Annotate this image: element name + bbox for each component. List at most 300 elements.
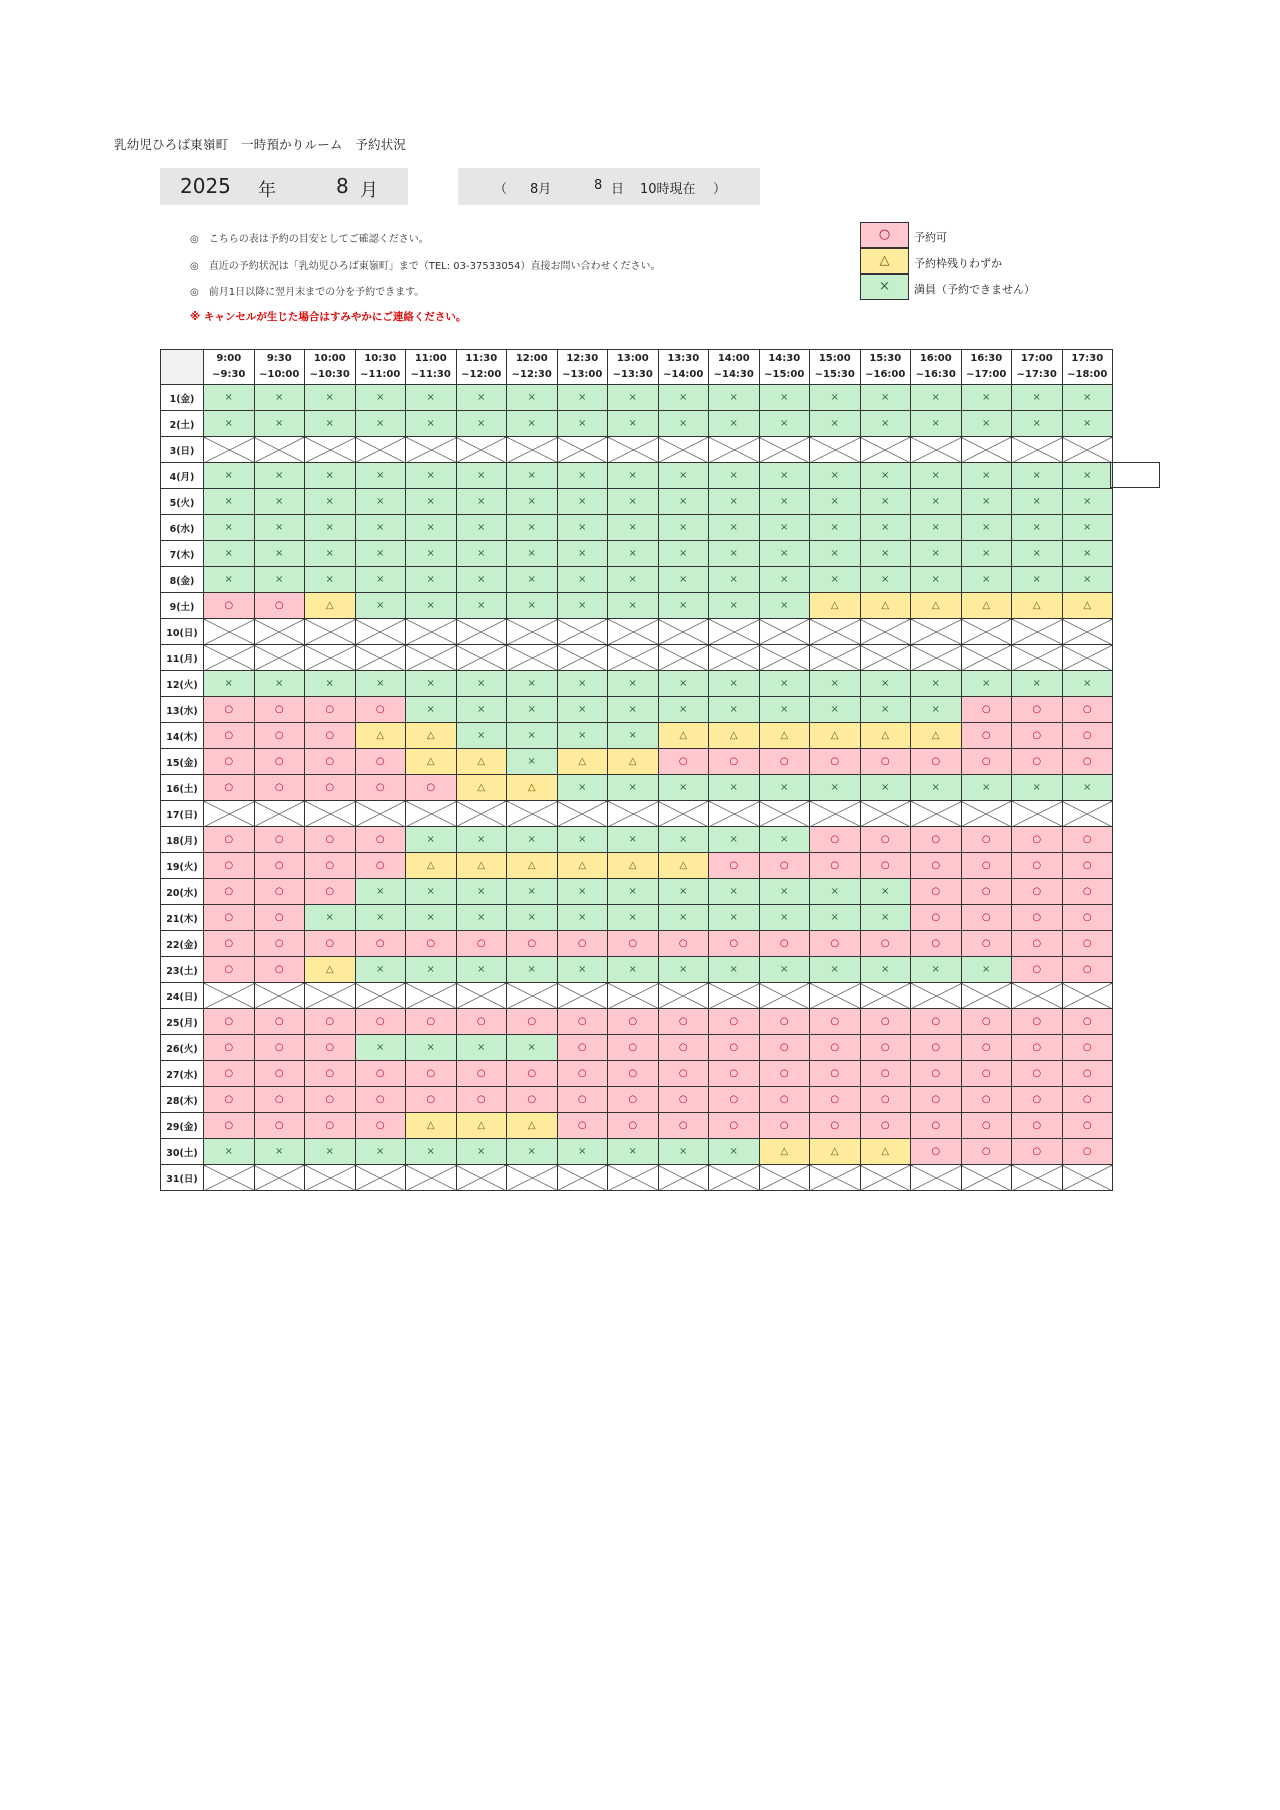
slot-available: ○ bbox=[961, 879, 1012, 905]
slot-available: ○ bbox=[1062, 1035, 1113, 1061]
slot-available: ○ bbox=[759, 931, 810, 957]
slot-available: ○ bbox=[305, 1035, 356, 1061]
slot-available: ○ bbox=[860, 931, 911, 957]
time-slot-end: ~13:00 bbox=[562, 369, 603, 380]
slot-full: × bbox=[709, 905, 760, 931]
slot-available: ○ bbox=[860, 1113, 911, 1139]
closed-cell bbox=[355, 801, 406, 827]
closed-cell bbox=[254, 1165, 305, 1191]
time-slot-end: ~16:30 bbox=[915, 369, 956, 380]
slot-full: × bbox=[961, 567, 1012, 593]
closed-cell bbox=[456, 1165, 507, 1191]
table-row bbox=[161, 463, 1113, 489]
slot-few-left: △ bbox=[810, 593, 861, 619]
slot-available: ○ bbox=[810, 749, 861, 775]
slot-full: × bbox=[507, 567, 558, 593]
slot-full: × bbox=[507, 411, 558, 437]
slot-full: × bbox=[507, 385, 558, 411]
slot-available: ○ bbox=[305, 853, 356, 879]
slot-full: × bbox=[406, 567, 457, 593]
slot-available: ○ bbox=[355, 775, 406, 801]
slot-available: ○ bbox=[961, 853, 1012, 879]
slot-full: × bbox=[860, 879, 911, 905]
slot-available: ○ bbox=[1012, 1139, 1063, 1165]
closed-cell bbox=[1012, 1165, 1063, 1191]
slot-available: ○ bbox=[557, 1009, 608, 1035]
slot-available: ○ bbox=[1012, 749, 1063, 775]
slot-available: ○ bbox=[911, 1035, 962, 1061]
closed-cell bbox=[759, 983, 810, 1009]
closed-cell bbox=[456, 437, 507, 463]
slot-available: ○ bbox=[507, 1087, 558, 1113]
closed-cell bbox=[860, 645, 911, 671]
slot-full: × bbox=[305, 515, 356, 541]
slot-full: × bbox=[1062, 567, 1113, 593]
slot-available: ○ bbox=[1012, 957, 1063, 983]
slot-full: × bbox=[961, 775, 1012, 801]
slot-full: × bbox=[305, 541, 356, 567]
slot-full: × bbox=[1012, 489, 1063, 515]
slot-few-left: △ bbox=[456, 853, 507, 879]
slot-full: × bbox=[759, 775, 810, 801]
slot-full: × bbox=[254, 1139, 305, 1165]
slot-available: ○ bbox=[1012, 1035, 1063, 1061]
slot-full: × bbox=[557, 567, 608, 593]
slot-full: × bbox=[406, 489, 457, 515]
slot-available: ○ bbox=[456, 1061, 507, 1087]
closed-cell bbox=[355, 645, 406, 671]
slot-available: ○ bbox=[254, 1061, 305, 1087]
closed-cell bbox=[860, 801, 911, 827]
slot-full: × bbox=[658, 775, 709, 801]
closed-cell bbox=[1062, 983, 1113, 1009]
slot-available: ○ bbox=[860, 827, 911, 853]
slot-full: × bbox=[355, 957, 406, 983]
slot-full: × bbox=[406, 411, 457, 437]
slot-available: ○ bbox=[355, 1061, 406, 1087]
slot-available: ○ bbox=[1062, 879, 1113, 905]
slot-available: ○ bbox=[355, 1113, 406, 1139]
slot-full: × bbox=[759, 593, 810, 619]
slot-available: ○ bbox=[759, 1035, 810, 1061]
slot-full: × bbox=[608, 879, 659, 905]
slot-full: × bbox=[557, 905, 608, 931]
closed-cell bbox=[254, 645, 305, 671]
slot-full: × bbox=[456, 593, 507, 619]
slot-full: × bbox=[507, 827, 558, 853]
day-label: 15(金) bbox=[161, 749, 204, 775]
slot-full: × bbox=[456, 1035, 507, 1061]
slot-few-left: △ bbox=[305, 593, 356, 619]
year-month-box bbox=[160, 168, 408, 205]
slot-full: × bbox=[810, 957, 861, 983]
slot-full: × bbox=[456, 723, 507, 749]
slot-full: × bbox=[557, 827, 608, 853]
slot-available: ○ bbox=[305, 723, 356, 749]
slot-available: ○ bbox=[355, 749, 406, 775]
slot-available: ○ bbox=[507, 931, 558, 957]
note-2: ◎ 直近の予約状況は「乳幼児ひろば東嶺町」まで（TEL: 03-37533054）直接お問い合わせください。 bbox=[190, 261, 661, 272]
slot-full: × bbox=[658, 957, 709, 983]
slot-available: ○ bbox=[557, 1035, 608, 1061]
time-slot-start: 13:30 bbox=[667, 353, 700, 364]
table-row bbox=[161, 1035, 1113, 1061]
slot-full: × bbox=[355, 385, 406, 411]
slot-full: × bbox=[1012, 463, 1063, 489]
slot-available: ○ bbox=[204, 905, 255, 931]
slot-available: ○ bbox=[254, 723, 305, 749]
closed-cell bbox=[911, 983, 962, 1009]
slot-few-left: △ bbox=[557, 853, 608, 879]
slot-full: × bbox=[406, 879, 457, 905]
closed-cell bbox=[1012, 619, 1063, 645]
closed-cell bbox=[810, 645, 861, 671]
slot-full: × bbox=[860, 671, 911, 697]
closed-cell bbox=[709, 645, 760, 671]
closed-cell bbox=[507, 801, 558, 827]
closed-cell bbox=[1012, 983, 1063, 1009]
slot-full: × bbox=[810, 879, 861, 905]
time-slot-end: ~14:30 bbox=[713, 369, 754, 380]
slot-available: ○ bbox=[709, 1035, 760, 1061]
day-label: 17(日) bbox=[161, 801, 204, 827]
closed-cell bbox=[456, 619, 507, 645]
slot-available: ○ bbox=[254, 775, 305, 801]
slot-full: × bbox=[456, 411, 507, 437]
closed-cell bbox=[557, 645, 608, 671]
slot-full: × bbox=[810, 775, 861, 801]
slot-available: ○ bbox=[911, 879, 962, 905]
slot-full: × bbox=[456, 905, 507, 931]
closed-cell bbox=[1062, 1165, 1113, 1191]
closed-cell bbox=[759, 645, 810, 671]
time-slot-end: ~17:00 bbox=[966, 369, 1007, 380]
table-row bbox=[161, 1087, 1113, 1113]
slot-available: ○ bbox=[608, 1061, 659, 1087]
day-label: 3(日) bbox=[161, 437, 204, 463]
closed-cell bbox=[507, 645, 558, 671]
slot-full: × bbox=[507, 1139, 558, 1165]
closed-cell bbox=[911, 801, 962, 827]
slot-full: × bbox=[1012, 671, 1063, 697]
closed-cell bbox=[608, 437, 659, 463]
slot-available: ○ bbox=[911, 905, 962, 931]
slot-full: × bbox=[810, 411, 861, 437]
slot-full: × bbox=[1062, 385, 1113, 411]
slot-full: × bbox=[608, 541, 659, 567]
slot-full: × bbox=[406, 593, 457, 619]
slot-available: ○ bbox=[1012, 827, 1063, 853]
slot-available: ○ bbox=[759, 749, 810, 775]
slot-available: ○ bbox=[961, 1113, 1012, 1139]
slot-available: ○ bbox=[1062, 749, 1113, 775]
closed-cell bbox=[709, 619, 760, 645]
time-slot-header bbox=[608, 350, 659, 385]
slot-full: × bbox=[204, 567, 255, 593]
slot-full: × bbox=[709, 697, 760, 723]
slot-full: × bbox=[557, 489, 608, 515]
slot-full: × bbox=[658, 463, 709, 489]
table-row bbox=[161, 697, 1113, 723]
slot-available: ○ bbox=[961, 1139, 1012, 1165]
slot-available: ○ bbox=[759, 1113, 810, 1139]
slot-full: × bbox=[355, 463, 406, 489]
slot-full: × bbox=[355, 411, 406, 437]
slot-few-left: △ bbox=[1012, 593, 1063, 619]
slot-available: ○ bbox=[406, 1061, 457, 1087]
slot-full: × bbox=[658, 541, 709, 567]
time-slot-header bbox=[355, 350, 406, 385]
slot-full: × bbox=[810, 567, 861, 593]
slot-full: × bbox=[507, 463, 558, 489]
slot-few-left: △ bbox=[860, 723, 911, 749]
slot-available: ○ bbox=[456, 931, 507, 957]
slot-available: ○ bbox=[911, 853, 962, 879]
slot-full: × bbox=[254, 671, 305, 697]
time-slot-header bbox=[709, 350, 760, 385]
slot-full: × bbox=[406, 385, 457, 411]
slot-available: ○ bbox=[658, 1113, 709, 1139]
slot-available: ○ bbox=[810, 931, 861, 957]
slot-full: × bbox=[608, 515, 659, 541]
closed-cell bbox=[557, 801, 608, 827]
slot-full: × bbox=[456, 541, 507, 567]
slot-full: × bbox=[759, 879, 810, 905]
time-slot-start: 16:00 bbox=[919, 353, 952, 364]
table-row bbox=[161, 723, 1113, 749]
slot-available: ○ bbox=[709, 1009, 760, 1035]
closed-cell bbox=[305, 801, 356, 827]
slot-available: ○ bbox=[1012, 1009, 1063, 1035]
table-row bbox=[161, 879, 1113, 905]
slot-full: × bbox=[860, 463, 911, 489]
closed-cell bbox=[810, 983, 861, 1009]
slot-full: × bbox=[911, 515, 962, 541]
corner-cell bbox=[161, 350, 204, 385]
slot-available: ○ bbox=[254, 957, 305, 983]
closed-cell bbox=[658, 801, 709, 827]
slot-full: × bbox=[456, 463, 507, 489]
slot-full: × bbox=[305, 567, 356, 593]
day-label: 30(土) bbox=[161, 1139, 204, 1165]
slot-few-left: △ bbox=[456, 749, 507, 775]
closed-cell bbox=[406, 983, 457, 1009]
closed-cell bbox=[810, 801, 861, 827]
closed-cell bbox=[254, 619, 305, 645]
slot-full: × bbox=[1012, 567, 1063, 593]
slot-full: × bbox=[961, 489, 1012, 515]
day-label: 24(日) bbox=[161, 983, 204, 1009]
slot-full: × bbox=[911, 489, 962, 515]
slot-full: × bbox=[1062, 489, 1113, 515]
as-of-day: 8 bbox=[594, 178, 603, 193]
slot-available: ○ bbox=[658, 1035, 709, 1061]
closed-cell bbox=[406, 1165, 457, 1191]
slot-few-left: △ bbox=[507, 1113, 558, 1139]
as-of-box bbox=[458, 168, 760, 205]
day-label: 28(木) bbox=[161, 1087, 204, 1113]
closed-cell bbox=[305, 619, 356, 645]
table-row bbox=[161, 827, 1113, 853]
slot-full: × bbox=[860, 905, 911, 931]
slot-full: × bbox=[911, 385, 962, 411]
slot-full: × bbox=[305, 385, 356, 411]
legend-available-label: 予約可 bbox=[914, 231, 947, 244]
time-slot-start: 14:30 bbox=[768, 353, 801, 364]
table-row bbox=[161, 905, 1113, 931]
legend-full-symbol: × bbox=[860, 274, 909, 300]
slot-available: ○ bbox=[305, 1087, 356, 1113]
as-of-open: （ bbox=[494, 182, 508, 197]
table-row bbox=[161, 671, 1113, 697]
slot-full: × bbox=[557, 697, 608, 723]
slot-full: × bbox=[658, 411, 709, 437]
slot-available: ○ bbox=[709, 1061, 760, 1087]
slot-full: × bbox=[305, 463, 356, 489]
slot-available: ○ bbox=[810, 1087, 861, 1113]
slot-full: × bbox=[355, 567, 406, 593]
day-label: 25(月) bbox=[161, 1009, 204, 1035]
slot-full: × bbox=[355, 593, 406, 619]
slot-available: ○ bbox=[557, 931, 608, 957]
slot-available: ○ bbox=[961, 1009, 1012, 1035]
slot-available: ○ bbox=[557, 1061, 608, 1087]
table-row bbox=[161, 593, 1113, 619]
time-slot-end: ~15:00 bbox=[764, 369, 805, 380]
slot-available: ○ bbox=[709, 1087, 760, 1113]
day-label: 11(月) bbox=[161, 645, 204, 671]
slot-available: ○ bbox=[961, 723, 1012, 749]
closed-cell bbox=[961, 645, 1012, 671]
slot-available: ○ bbox=[204, 853, 255, 879]
slot-full: × bbox=[608, 489, 659, 515]
slot-full: × bbox=[456, 879, 507, 905]
closed-cell bbox=[557, 1165, 608, 1191]
slot-full: × bbox=[658, 489, 709, 515]
closed-cell bbox=[860, 983, 911, 1009]
slot-full: × bbox=[860, 411, 911, 437]
slot-full: × bbox=[810, 463, 861, 489]
legend-few-left-symbol: △ bbox=[860, 248, 909, 274]
slot-available: ○ bbox=[860, 1035, 911, 1061]
closed-cell bbox=[507, 983, 558, 1009]
slot-full: × bbox=[961, 463, 1012, 489]
slot-available: ○ bbox=[254, 749, 305, 775]
table-row bbox=[161, 983, 1113, 1009]
slot-available: ○ bbox=[204, 827, 255, 853]
slot-full: × bbox=[305, 411, 356, 437]
slot-full: × bbox=[406, 957, 457, 983]
slot-full: × bbox=[709, 489, 760, 515]
slot-full: × bbox=[557, 541, 608, 567]
time-slot-header bbox=[507, 350, 558, 385]
time-slot-start: 17:00 bbox=[1020, 353, 1053, 364]
closed-cell bbox=[709, 983, 760, 1009]
slot-available: ○ bbox=[1012, 905, 1063, 931]
slot-full: × bbox=[406, 671, 457, 697]
as-of-month: 8月 bbox=[530, 182, 552, 197]
legend-few-left-label: 予約枠残りわずか bbox=[914, 257, 1002, 270]
slot-full: × bbox=[709, 515, 760, 541]
slot-available: ○ bbox=[961, 1035, 1012, 1061]
slot-available: ○ bbox=[709, 853, 760, 879]
time-slot-start: 12:30 bbox=[566, 353, 599, 364]
day-label: 13(水) bbox=[161, 697, 204, 723]
slot-full: × bbox=[709, 541, 760, 567]
time-slot-start: 9:30 bbox=[266, 353, 292, 364]
slot-full: × bbox=[507, 723, 558, 749]
slot-full: × bbox=[406, 827, 457, 853]
table-row bbox=[161, 749, 1113, 775]
slot-full: × bbox=[557, 593, 608, 619]
slot-full: × bbox=[860, 515, 911, 541]
slot-full: × bbox=[709, 827, 760, 853]
slot-full: × bbox=[709, 775, 760, 801]
closed-cell bbox=[709, 801, 760, 827]
table-row bbox=[161, 801, 1113, 827]
slot-available: ○ bbox=[254, 1009, 305, 1035]
closed-cell bbox=[658, 645, 709, 671]
slot-full: × bbox=[658, 515, 709, 541]
slot-full: × bbox=[810, 697, 861, 723]
closed-cell bbox=[254, 801, 305, 827]
time-slot-start: 16:30 bbox=[970, 353, 1003, 364]
time-slot-end: ~12:00 bbox=[461, 369, 502, 380]
day-label: 2(土) bbox=[161, 411, 204, 437]
slot-full: × bbox=[759, 489, 810, 515]
slot-available: ○ bbox=[305, 1061, 356, 1087]
slot-full: × bbox=[456, 567, 507, 593]
slot-full: × bbox=[911, 463, 962, 489]
slot-available: ○ bbox=[961, 931, 1012, 957]
slot-full: × bbox=[608, 463, 659, 489]
slot-available: ○ bbox=[759, 1087, 810, 1113]
year-value: 2025 bbox=[180, 174, 231, 198]
slot-full: × bbox=[355, 905, 406, 931]
slot-available: ○ bbox=[254, 1087, 305, 1113]
slot-available: ○ bbox=[658, 1061, 709, 1087]
slot-available: ○ bbox=[810, 827, 861, 853]
closed-cell bbox=[355, 983, 406, 1009]
closed-cell bbox=[658, 437, 709, 463]
slot-available: ○ bbox=[557, 1113, 608, 1139]
slot-full: × bbox=[608, 905, 659, 931]
slot-few-left: △ bbox=[456, 775, 507, 801]
slot-full: × bbox=[759, 463, 810, 489]
time-header-row bbox=[161, 350, 1113, 385]
slot-full: × bbox=[406, 905, 457, 931]
slot-full: × bbox=[759, 957, 810, 983]
table-row bbox=[161, 775, 1113, 801]
slot-full: × bbox=[507, 541, 558, 567]
closed-cell bbox=[204, 645, 255, 671]
closed-cell bbox=[608, 1165, 659, 1191]
slot-full: × bbox=[810, 489, 861, 515]
legend-full-label: 満員（予約できません） bbox=[914, 283, 1035, 296]
slot-available: ○ bbox=[608, 1009, 659, 1035]
table-row bbox=[161, 1165, 1113, 1191]
slot-full: × bbox=[658, 905, 709, 931]
slot-full: × bbox=[608, 411, 659, 437]
slot-available: ○ bbox=[911, 1113, 962, 1139]
reservation-table bbox=[160, 349, 1113, 1191]
time-slot-header bbox=[810, 350, 861, 385]
slot-full: × bbox=[608, 593, 659, 619]
slot-full: × bbox=[1062, 541, 1113, 567]
table-row bbox=[161, 1009, 1113, 1035]
slot-available: ○ bbox=[608, 931, 659, 957]
closed-cell bbox=[658, 1165, 709, 1191]
